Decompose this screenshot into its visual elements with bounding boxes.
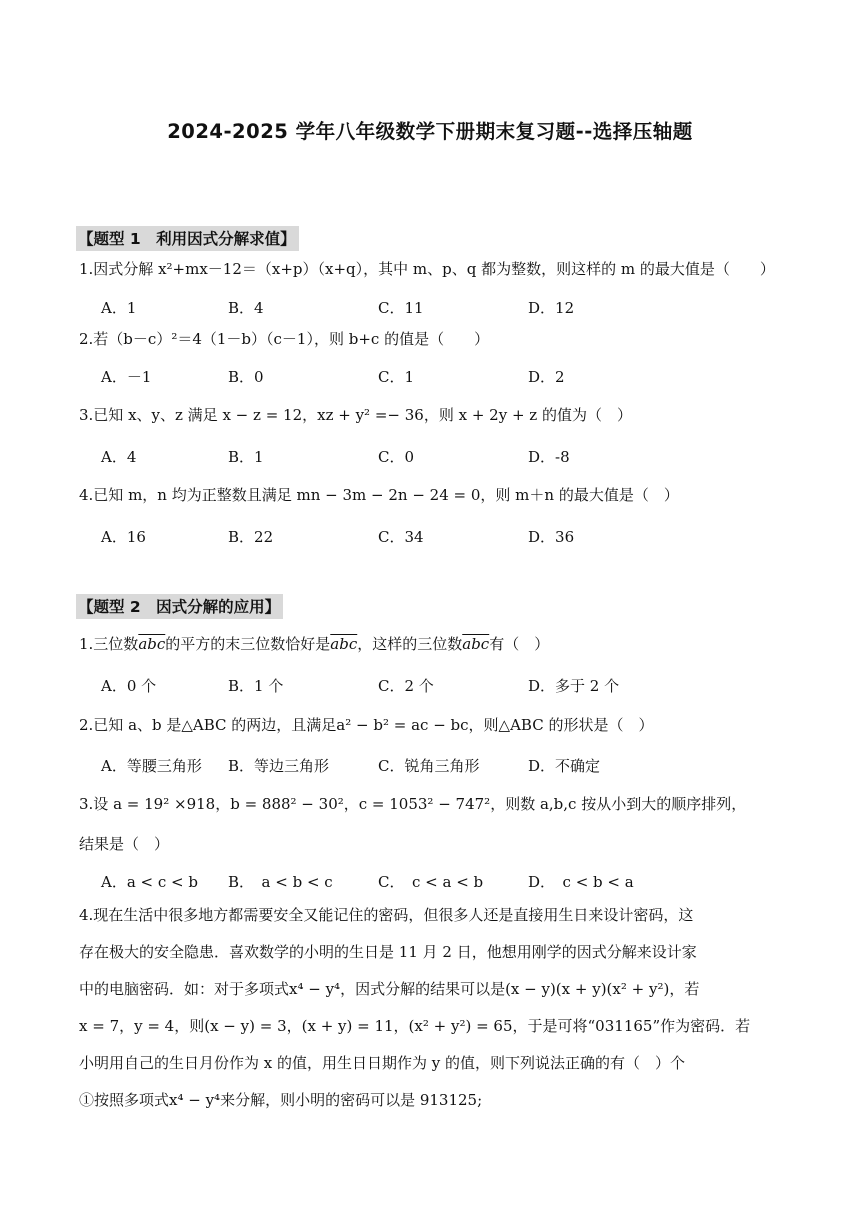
q-text-part: 有（ ）: [489, 635, 550, 653]
page-title: 2024-2025 学年八年级数学下册期末复习题--选择压轴题: [167, 120, 693, 143]
question-1-3: 3.已知 x、y、z 满足 x − z = 12，xz + y² =− 36，则 x + 2y + z 的值为（ ）: [79, 406, 632, 424]
option-b: B．22: [228, 528, 274, 546]
question-1-1: 1.因式分解 x²+mx－12＝（x+p）（x+q），其中 m、p、q 都为整数，则这样的 m 的最大值是（ ）: [79, 260, 775, 278]
question-2-4-line2: 存在极大的安全隐患．喜欢数学的小明的生日是 11 月 2 日，他想用刚学的因式分解来设计家: [79, 943, 697, 961]
option-c: C．锐角三角形: [378, 757, 480, 775]
option-b: B．4: [228, 299, 264, 317]
question-2-3-line1: 3.设 a = 19² ×918，b = 888² − 30²，c = 1053² − 747²，则数 a,b,c 按从小到大的顺序排列，: [79, 795, 747, 813]
option-b: B．1: [228, 448, 264, 466]
option-d: D．不确定: [528, 757, 601, 775]
question-2-4-line4: x = 7，y = 4，则(x − y) = 3，(x + y) = 11，(x² + y²) = 65，于是可将“031165”作为密码．若: [79, 1017, 751, 1035]
question-1-4: 4.已知 m，n 均为正整数且满足 mn − 3m − 2n − 24 = 0，则 m＋n 的最大值是（ ）: [79, 486, 679, 504]
option-d: D．2: [528, 368, 565, 386]
q-text-part: ，这样的三位数: [357, 635, 463, 653]
option-d: D．36: [528, 528, 575, 546]
question-1-2: 2.若（b－c）²＝4（1－b）（c－1），则 b+c 的值是（ ）: [79, 330, 490, 348]
question-2-1: [79, 629, 791, 660]
option-d: D．多于 2 个: [528, 677, 620, 695]
section-heading-1: 【题型 1 利用因式分解求值】: [76, 226, 299, 251]
overline-abc: $\overline{abc}$: [462, 635, 490, 653]
option-b: B．0: [228, 368, 264, 386]
question-2-4-line6: ①按照多项式x⁴ − y⁴来分解，则小明的密码可以是 913125;: [79, 1091, 483, 1109]
option-a: A．a < c < b: [101, 873, 198, 891]
option-c: C．34: [378, 528, 424, 546]
option-d: D． c < b < a: [528, 873, 634, 891]
overline-abc: $\overline{abc}$: [138, 635, 166, 653]
question-2-4-line5: 小明用自己的生日月份作为 x 的值，用生日日期作为 y 的值，则下列说法正确的有（ ）个: [79, 1054, 686, 1072]
question-2-3-line2: 结果是（ ）: [79, 835, 170, 853]
question-2-4-line1: 4.现在生活中很多地方都需要安全又能记住的密码，但很多人还是直接用生日来设计密码，这: [79, 906, 694, 924]
option-d: D．12: [528, 299, 575, 317]
question-2-2: 2.已知 a、b 是△ABC 的两边，且满足a² − b² = ac − bc，则△ABC 的形状是（ ）: [79, 716, 654, 734]
question-2-4-line3: 中的电脑密码．如：对于多项式x⁴ − y⁴，因式分解的结果可以是(x − y)(x + y)(x² + y²)，若: [79, 980, 700, 998]
q-text-part: 的平方的末三位数恰好是: [165, 635, 331, 653]
option-a: A．0 个: [101, 677, 157, 695]
option-a: A．等腰三角形: [101, 757, 202, 775]
option-b: B．1 个: [228, 677, 284, 695]
option-c: C． c < a < b: [378, 873, 484, 891]
option-c: C．1: [378, 368, 415, 386]
overline-abc: $\overline{abc}$: [330, 635, 358, 653]
option-d: D．-8: [528, 448, 570, 466]
option-a: A．1: [101, 299, 137, 317]
option-a: A．16: [101, 528, 146, 546]
option-a: A．－1: [101, 368, 152, 386]
q-text-part: 1.三位数: [79, 635, 139, 653]
option-b: B．等边三角形: [228, 757, 330, 775]
section-heading-2: 【题型 2 因式分解的应用】: [76, 594, 283, 619]
option-b: B． a < b < c: [228, 873, 333, 891]
option-a: A．4: [101, 448, 137, 466]
option-c: C．0: [378, 448, 415, 466]
option-c: C．11: [378, 299, 424, 317]
option-c: C．2 个: [378, 677, 434, 695]
